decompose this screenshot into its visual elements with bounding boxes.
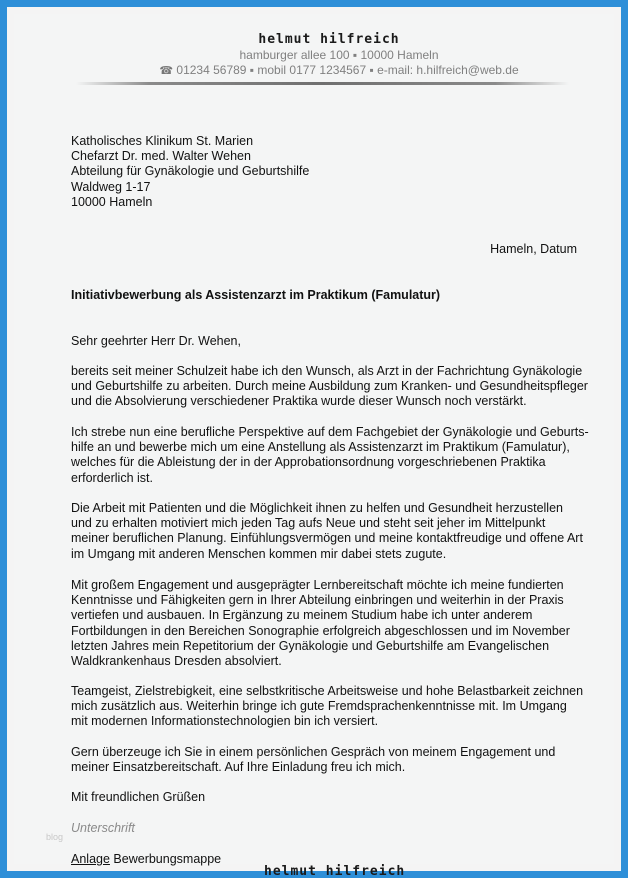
text-line: bereits seit meiner Schulzeit habe ich den Wunsch, als Arzt in der Fachrichtung Gynäkologie	[71, 364, 583, 378]
paragraph-6	[71, 745, 601, 775]
text-line: im Umgang mit anderen Menschen kommen mir dabei stets zugute.	[71, 546, 447, 561]
recipient-line: Waldweg 1-17	[71, 179, 151, 194]
text-line: und Geburtshilfe zu arbeiten. Durch meine Ausbildung zum Kranken- und Gesundheitspfleger	[71, 379, 588, 394]
text-line: und zu erhalten motiviert mich jeden Tag aufs Neue und steht seit jeher im Mittelpunkt	[71, 516, 546, 531]
paragraph-2	[71, 425, 601, 486]
recipient-line: Chefarzt Dr. med. Walter Wehen	[71, 149, 251, 164]
footer-name-cutoff: helmut hilfreich	[264, 864, 406, 879]
letterhead	[14, 32, 614, 79]
header-divider	[76, 82, 569, 85]
letter-page	[14, 14, 614, 879]
text-line: erforderlich ist.	[71, 470, 153, 485]
place-date: Hameln, Datum	[490, 242, 577, 256]
closing-formula: Mit freundlichen Grüßen	[71, 790, 206, 804]
text-line: Gern überzeuge ich Sie in einem persönlichen Gespräch von meinem Engagement und	[71, 745, 556, 759]
paragraph-1	[71, 364, 601, 410]
text-line: mich zusätzlich aus. Weiterhin bringe ich gute Fremdsprachenkenntnisse mit. Im Umgang	[71, 699, 567, 714]
text-line: Die Arbeit mit Patienten und die Möglichkeit ihnen zu helfen und Gesundheit herzustellen	[71, 501, 563, 515]
telephone-icon: ☎	[159, 65, 174, 77]
recipient-line: Katholisches Klinikum St. Marien	[71, 134, 254, 148]
recipient-address	[71, 134, 601, 210]
enclosure-text: Bewerbungsmappe	[113, 852, 222, 866]
text-line: letzten Jahres mein Repetitorium der Gynäkologie und Geburtshilfe am Evangelischen	[71, 638, 550, 653]
text-line: Mit großem Engagement und ausgeprägter Lernbereitschaft möchte ich meine fundierten	[71, 578, 564, 592]
text-line: Teamgeist, Zielstrebigkeit, eine selbstkritische Arbeitsweise und hohe Belastbarkeit zeichnen	[71, 684, 584, 698]
text-line: welches für die Ableistung der in der Approbationsordnung vorgeschriebenen Praktika	[71, 455, 546, 470]
text-line: meiner beruflichen Planung. Einfühlungsvermögen und meine kontaktfreudige und offene Art	[71, 531, 583, 546]
paragraph-5	[71, 684, 601, 730]
text-line: Waldkrankenhaus Dresden absolviert.	[71, 654, 282, 669]
subject-line: Initiativbewerbung als Assistenzarzt im Praktikum (Famulatur)	[71, 288, 441, 302]
text-line: Ich strebe nun eine berufliche Perspektive auf dem Fachgebiet der Gynäkologie und Geburts-	[71, 425, 589, 439]
text-line: hilfe an und bewerbe mich um eine Anstellung als Assistenzarzt im Praktikum (Famulatur),	[71, 440, 570, 455]
paragraph-3	[71, 501, 601, 562]
sender-name: helmut hilfreich	[258, 32, 400, 47]
text-line: Kenntnisse und Fähigkeiten gern in Ihrer Abteilung einbringen und weiterhin in der Praxis	[71, 593, 564, 608]
sender-contact-line	[64, 63, 614, 79]
signature-placeholder: Unterschrift	[71, 821, 135, 835]
enclosure-label: Anlage	[71, 852, 110, 866]
recipient-line: 10000 Hameln	[71, 194, 153, 209]
text-line: meiner Einsatzbereitschaft. Auf Ihre Einladung freu ich mich.	[71, 760, 406, 775]
paragraph-4	[71, 578, 601, 669]
text-line: mit modernen Informationstechnologien bin ich versiert.	[71, 714, 379, 729]
watermark: blog	[46, 832, 64, 842]
recipient-line: Abteilung für Gynäkologie und Geburtshilfe	[71, 164, 310, 179]
sender-address: hamburger allee 100 ▪ 10000 Hameln	[239, 48, 439, 62]
sender-contact: 01234 56789 ▪ mobil 0177 1234567 ▪ e-mail: h.hilfreich@web.de	[176, 63, 519, 77]
salutation: Sehr geehrter Herr Dr. Wehen,	[71, 334, 241, 348]
text-line: und die Absolvierung verschiedener Praktika wurde dieser Wunsch noch verstärkt.	[71, 394, 527, 409]
text-line: Fortbildungen in den Bereichen Sonographie erfolgreich abgeschlossen und im November	[71, 623, 570, 638]
text-line: vertiefen und ausbauen. In Ergänzung zu meinem Studium habe ich unter anderem	[71, 608, 533, 623]
